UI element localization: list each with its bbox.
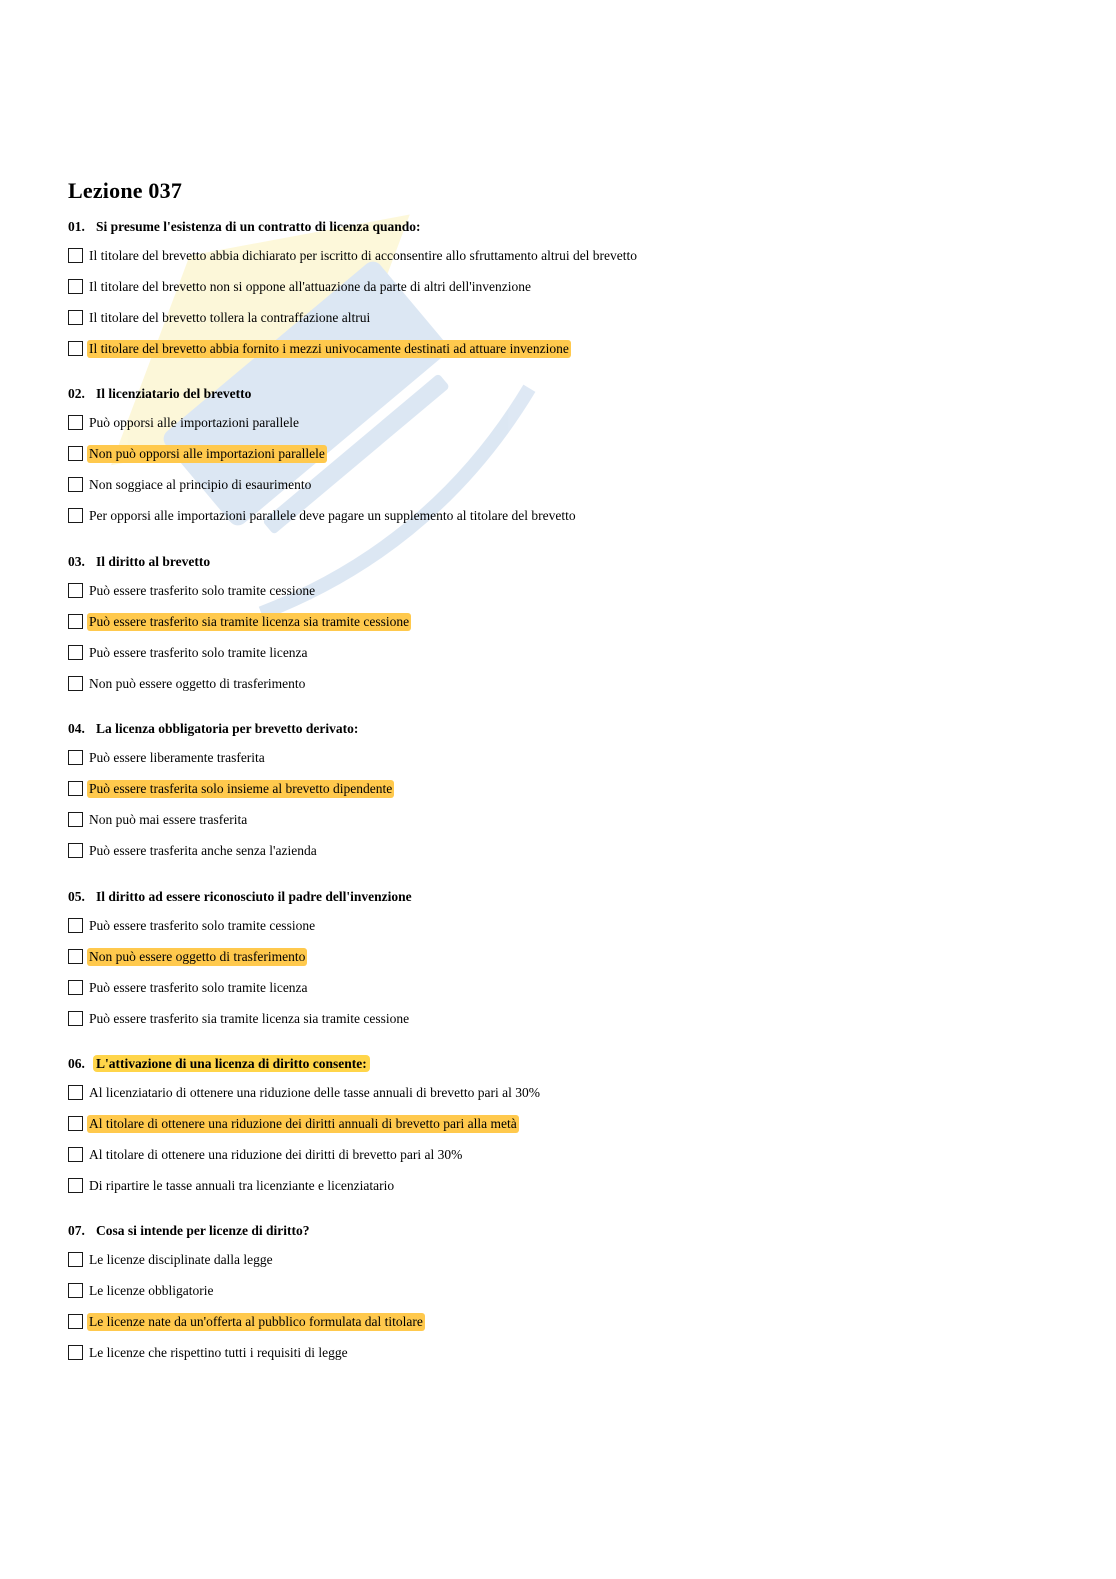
question-text: Il diritto ad essere riconosciuto il padre dell'invenzione [96, 889, 412, 904]
question-number: 07. [68, 1223, 85, 1238]
answer-option[interactable] [68, 240, 768, 271]
checkbox[interactable] [68, 1116, 83, 1131]
question-block [68, 551, 768, 699]
answer-option-label: Al licenziatario di ottenere una riduzione delle tasse annuali di brevetto pari al 30% [89, 1084, 540, 1100]
answer-option-label: Può essere trasferita solo insieme al brevetto dipendente [89, 780, 393, 796]
question-block [68, 1220, 768, 1368]
answer-option-label: Può opporsi alle importazioni parallele [89, 414, 299, 430]
answer-option[interactable] [68, 469, 768, 500]
checkbox[interactable] [68, 750, 83, 765]
answer-option-label: Le licenze nate da un'offerta al pubblico formulata dal titolare [89, 1313, 423, 1329]
question-text: Il diritto al brevetto [96, 554, 211, 569]
question-block [68, 383, 768, 531]
answer-option-label: Non può essere oggetto di trasferimento [89, 675, 306, 691]
answer-option-label: Non soggiace al principio di esaurimento [89, 476, 312, 492]
checkbox[interactable] [68, 583, 83, 598]
answer-option[interactable] [68, 438, 768, 469]
answer-option[interactable] [68, 302, 768, 333]
question-block [68, 216, 768, 364]
answer-option[interactable] [68, 742, 768, 773]
answer-option-label: Le licenze che rispettino tutti i requisiti di legge [89, 1344, 348, 1360]
checkbox[interactable] [68, 1085, 83, 1100]
answer-option[interactable] [68, 1337, 768, 1368]
answer-option[interactable] [68, 407, 768, 438]
answer-option-label: Il titolare del brevetto tollera la contraffazione altrui [89, 309, 371, 325]
answer-option[interactable] [68, 606, 768, 637]
answer-option[interactable] [68, 1244, 768, 1275]
answer-option-label: Non può essere oggetto di trasferimento [89, 948, 306, 964]
answer-option[interactable] [68, 773, 768, 804]
question-number: 04. [68, 721, 85, 736]
checkbox[interactable] [68, 415, 83, 430]
checkbox[interactable] [68, 918, 83, 933]
page-title: Lezione 037 [68, 178, 183, 203]
answer-option[interactable] [68, 910, 768, 941]
question-heading [68, 216, 768, 238]
question-text: Il licenziatario del brevetto [96, 386, 252, 401]
answer-option-label: Può essere trasferito sia tramite licenza sia tramite cessione [89, 1010, 410, 1026]
checkbox[interactable] [68, 781, 83, 796]
question-heading [68, 1220, 768, 1242]
answer-option[interactable] [68, 668, 768, 699]
answer-option[interactable] [68, 1306, 768, 1337]
checkbox[interactable] [68, 949, 83, 964]
checkbox[interactable] [68, 446, 83, 461]
question-block [68, 886, 768, 1034]
checkbox[interactable] [68, 1178, 83, 1193]
question-number: 06. [68, 1056, 85, 1071]
answer-option[interactable] [68, 1108, 768, 1139]
answer-option[interactable] [68, 941, 768, 972]
answer-option[interactable] [68, 835, 768, 866]
answer-option-label: Può essere trasferito solo tramite cessione [89, 917, 316, 933]
checkbox[interactable] [68, 1147, 83, 1162]
answer-option-label: Può essere trasferito solo tramite licenza [89, 979, 308, 995]
answer-option-label: Le licenze disciplinate dalla legge [89, 1251, 273, 1267]
answer-option[interactable] [68, 637, 768, 668]
answer-option[interactable] [68, 1139, 768, 1170]
checkbox[interactable] [68, 812, 83, 827]
answer-option[interactable] [68, 500, 768, 531]
question-heading [68, 551, 768, 573]
answer-option-label: Il titolare del brevetto non si oppone all'attuazione da parte di altri dell'invenzione [89, 278, 531, 294]
answer-option[interactable] [68, 575, 768, 606]
question-text: Si presume l'esistenza di un contratto di licenza quando: [96, 219, 421, 234]
checkbox[interactable] [68, 248, 83, 263]
question-block [68, 1053, 768, 1201]
answer-option-label: Può essere trasferito solo tramite cessione [89, 582, 316, 598]
answer-option-label: Le licenze obbligatorie [89, 1282, 214, 1298]
checkbox[interactable] [68, 980, 83, 995]
checkbox[interactable] [68, 843, 83, 858]
question-number: 01. [68, 219, 85, 234]
answer-option[interactable] [68, 1170, 768, 1201]
question-text: La licenza obbligatoria per brevetto derivato: [96, 721, 359, 736]
question-heading [68, 1053, 768, 1075]
answer-option-label: Per opporsi alle importazioni parallele deve pagare un supplemento al titolare del brevetto [89, 507, 576, 523]
checkbox[interactable] [68, 508, 83, 523]
question-heading [68, 886, 768, 908]
answer-option-label: Al titolare di ottenere una riduzione dei diritti di brevetto pari al 30% [89, 1146, 463, 1162]
answer-option-label: Può essere trasferito solo tramite licenza [89, 644, 308, 660]
checkbox[interactable] [68, 477, 83, 492]
answer-option-label: Di ripartire le tasse annuali tra licenziante e licenziatario [89, 1177, 395, 1193]
answer-option[interactable] [68, 1003, 768, 1034]
answer-option[interactable] [68, 972, 768, 1003]
question-text: L'attivazione di una licenza di diritto consente: [93, 1055, 370, 1072]
question-number: 02. [68, 386, 85, 401]
question-number: 05. [68, 889, 85, 904]
question-number: 03. [68, 554, 85, 569]
checkbox[interactable] [68, 1314, 83, 1329]
checkbox[interactable] [68, 341, 83, 356]
checkbox[interactable] [68, 1345, 83, 1360]
answer-option[interactable] [68, 1275, 768, 1306]
question-heading [68, 718, 768, 740]
answer-option-label: Il titolare del brevetto abbia dichiarato per iscritto di acconsentire allo sfruttamento altrui del brevetto [89, 247, 638, 263]
checkbox[interactable] [68, 614, 83, 629]
checkbox[interactable] [68, 279, 83, 294]
checkbox[interactable] [68, 1011, 83, 1026]
checkbox[interactable] [68, 1283, 83, 1298]
checkbox[interactable] [68, 310, 83, 325]
checkbox[interactable] [68, 645, 83, 660]
question-block [68, 718, 768, 866]
answer-option-label: Può essere liberamente trasferita [89, 749, 265, 765]
answer-option[interactable] [68, 333, 768, 364]
answer-option-label: Può essere trasferito sia tramite licenza sia tramite cessione [89, 613, 410, 629]
answer-option[interactable] [68, 271, 768, 302]
checkbox[interactable] [68, 676, 83, 691]
answer-option-label: Può essere trasferita anche senza l'azienda [89, 842, 317, 858]
question-text: Cosa si intende per licenze di diritto? [96, 1223, 310, 1238]
answer-option-label: Il titolare del brevetto abbia fornito i mezzi univocamente destinati ad attuare invenzione [89, 340, 569, 356]
question-heading [68, 383, 768, 405]
answer-option[interactable] [68, 1077, 768, 1108]
answer-option-label: Non può mai essere trasferita [89, 811, 248, 827]
answer-option[interactable] [68, 804, 768, 835]
answer-option-label: Non può opporsi alle importazioni parallele [89, 445, 325, 461]
answer-option-label: Al titolare di ottenere una riduzione dei diritti annuali di brevetto pari alla metà [89, 1115, 517, 1131]
checkbox[interactable] [68, 1252, 83, 1267]
